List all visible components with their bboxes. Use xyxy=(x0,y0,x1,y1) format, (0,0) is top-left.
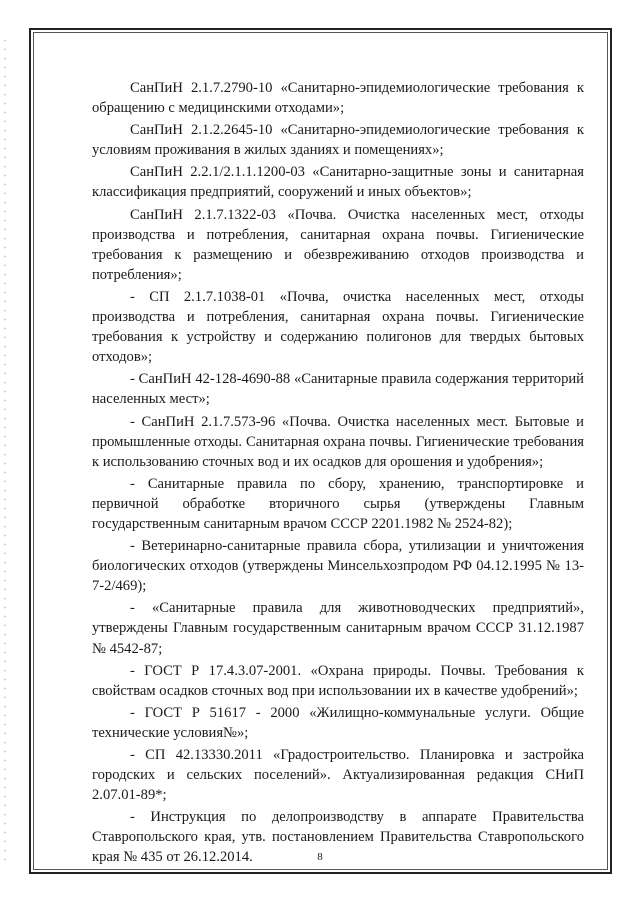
document-body xyxy=(92,78,584,870)
paragraph-sanpin-2645: СанПиН 2.1.2.2645-10 «Санитарно-эпидемиологические требования к условиям проживания в жилых зданиях и помещениях»; xyxy=(92,122,584,159)
paragraph-gost-17-4-3-07: - ГОСТ Р 17.4.3.07-2001. «Охрана природы. Почвы. Требования к свойствам осадков сточных вод при использовании их в качестве удобрений»; xyxy=(92,662,584,699)
paragraph-sanpin-2790: СанПиН 2.1.7.2790-10 «Санитарно-эпидемиологические требования к обращению с медицинскими отходами»; xyxy=(92,80,584,117)
paragraph-recycling-rules: - Санитарные правила по сбору, хранению, транспортировке и первичной обработке вторичного сырья (утверждены Главным государственным санитарным врачом СССР 2201.1982 № 2524-82); xyxy=(92,475,584,532)
paragraph-sanpin-1200: СанПиН 2.2.1/2.1.1.1200-03 «Санитарно-защитные зоны и санитарная классификация предприятий, сооружений и иных объектов»; xyxy=(92,164,584,201)
paragraph-sanpin-4690: - СанПиН 42-128-4690-88 «Санитарные правила содержания территорий населенных мест»; xyxy=(92,371,584,408)
paragraph-livestock-rules: - «Санитарные правила для животноводческих предприятий», утверждены Главным государственным санитарным врачом СССР 31.12.1987 № 4542-87; xyxy=(92,600,584,657)
paragraph-sanpin-573: - СанПиН 2.1.7.573-96 «Почва. Очистка населенных мест. Бытовые и промышленные отходы. Санитарная охрана почвы. Гигиенические требования к использованию сточных вод и их осадков для орошения и удобрения»; xyxy=(92,413,584,470)
paragraph-sanpin-1322: СанПиН 2.1.7.1322-03 «Почва. Очистка населенных мест, отходы производства и потребления, санитарная охрана почвы. Гигиенические требования к размещению и обезвреживанию отходов производства и потребления»; xyxy=(92,206,584,283)
paragraph-records-instruction: - Инструкция по делопроизводству в аппарате Правительства Ставропольского края, утв. постановлением Правительства Ставропольского края № 435 от 26.12.2014. xyxy=(92,809,584,866)
binding-margin-marks xyxy=(4,36,6,868)
paragraph-veterinary-rules: - Ветеринарно-санитарные правила сбора, утилизации и уничтожения биологических отходов (утверждены Минсельхозпродом РФ 04.12.1995 № 13-7-2/469); xyxy=(92,538,584,595)
paragraph-sp-1038: - СП 2.1.7.1038-01 «Почва, очистка населенных мест, отходы производства и потребления, санитарная охрана почвы. Гигиенические требования к устройству и содержанию полигонов для твердых бытовых отходов»; xyxy=(92,288,584,366)
paragraph-sp-42-13330: - СП 42.13330.2011 «Градостроительство. Планировка и застройка городских и сельских поселений». Актуализированная редакция СНиП 2.07.01-89*; xyxy=(92,747,584,804)
paragraph-gost-51617: - ГОСТ Р 51617 - 2000 «Жилищно-коммунальные услуги. Общие технические условия№»; xyxy=(92,704,584,741)
page-number: 8 xyxy=(317,851,323,863)
